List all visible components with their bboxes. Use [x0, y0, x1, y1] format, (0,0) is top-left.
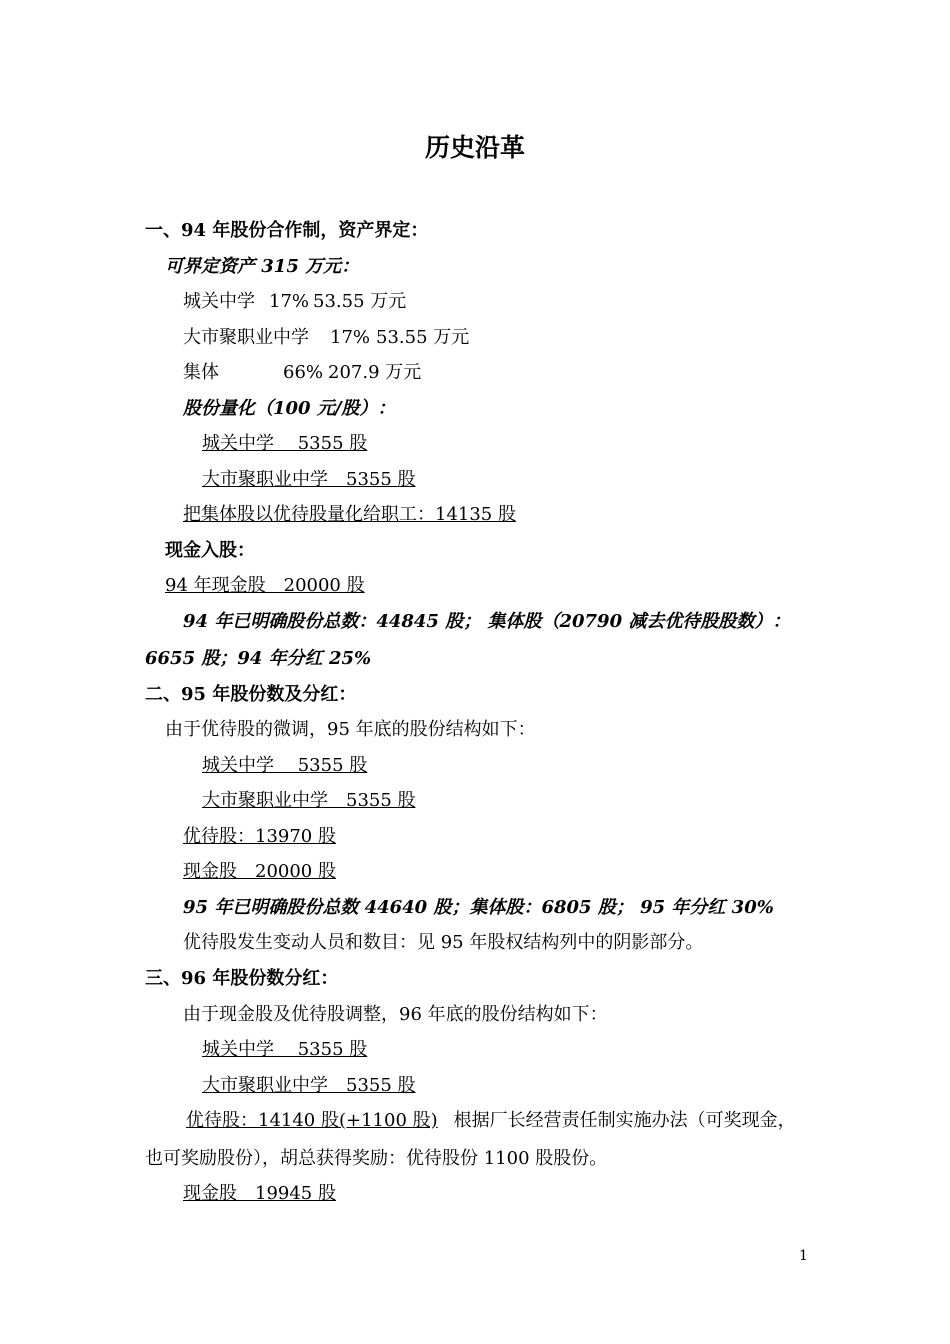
asset-row-dashiju — [183, 325, 469, 351]
page-title: 历史沿革 — [424, 133, 525, 162]
asset-row-chengguan — [183, 289, 406, 315]
share-line-preferred: 优待股：13970 股 — [183, 826, 336, 847]
asset-name: 集体 — [183, 362, 219, 383]
asset-pct: 17% — [269, 291, 310, 312]
section-1-heading: 一、94 年股份合作制，资产界定： — [145, 220, 429, 241]
section-2-note: 优待股发生变动人员和数目：见 95 年股权结构列中的阴影部分。 — [183, 932, 704, 953]
section-2-intro: 由于优待股的微调，95 年底的股份结构如下： — [165, 719, 536, 740]
share-line-cash: 现金股 20000 股 — [183, 861, 336, 882]
assets-label: 可界定资产 315 万元： — [165, 256, 360, 277]
share-line-dashiju: 大市聚职业中学 5355 股 — [202, 469, 416, 490]
section-2-heading: 二、95 年股份数及分红： — [145, 684, 357, 705]
share-line-dashiju: 大市聚职业中学 5355 股 — [202, 1075, 416, 1096]
cash-label: 现金入股： — [165, 540, 255, 561]
asset-name: 大市聚职业中学 — [183, 327, 309, 348]
summary-94-a: 94 年已明确股份总数：44845 股； 集体股（20790 减去优待股股数）： — [183, 611, 791, 632]
asset-pct: 17% — [330, 327, 371, 348]
preferred-note-continued: 也可奖励股份），胡总获得奖励：优待股份 1100 股股份。 — [145, 1148, 608, 1169]
asset-amount: 207.9 万元 — [328, 362, 422, 383]
asset-amount: 53.55 万元 — [313, 291, 407, 312]
share-line-dashiju: 大市聚职业中学 5355 股 — [202, 790, 416, 811]
share-line-collective: 把集体股以优待股量化给职工：14135 股 — [183, 504, 516, 525]
quantization-label: 股份量化（100 元/股）： — [183, 398, 396, 419]
preferred-share-line — [186, 1108, 796, 1134]
share-line-chengguan: 城关中学 5355 股 — [202, 755, 368, 776]
asset-amount: 53.55 万元 — [376, 327, 470, 348]
asset-name: 城关中学 — [183, 291, 255, 312]
share-line-preferred: 优待股：14140 股(+1100 股) — [186, 1110, 438, 1131]
share-line-chengguan: 城关中学 5355 股 — [202, 433, 368, 454]
asset-row-jiti — [183, 360, 421, 386]
preferred-note: 根据厂长经营责任制实施办法（可奖现金， — [453, 1110, 796, 1131]
asset-pct: 66% — [283, 362, 324, 383]
cash-line: 94 年现金股 20000 股 — [165, 575, 365, 596]
page-number: 1 — [799, 1248, 808, 1264]
summary-94-b: 6655 股；94 年分红 25% — [145, 648, 372, 669]
share-line-cash: 现金股 19945 股 — [183, 1183, 336, 1204]
section-3-heading: 三、96 年股份数分红： — [145, 968, 339, 989]
section-3-intro: 由于现金股及优待股调整，96 年底的股份结构如下： — [183, 1004, 608, 1025]
summary-95: 95 年已明确股份总数 44640 股；集体股：6805 股； 95 年分红 30% — [183, 897, 774, 918]
share-line-chengguan: 城关中学 5355 股 — [202, 1039, 368, 1060]
